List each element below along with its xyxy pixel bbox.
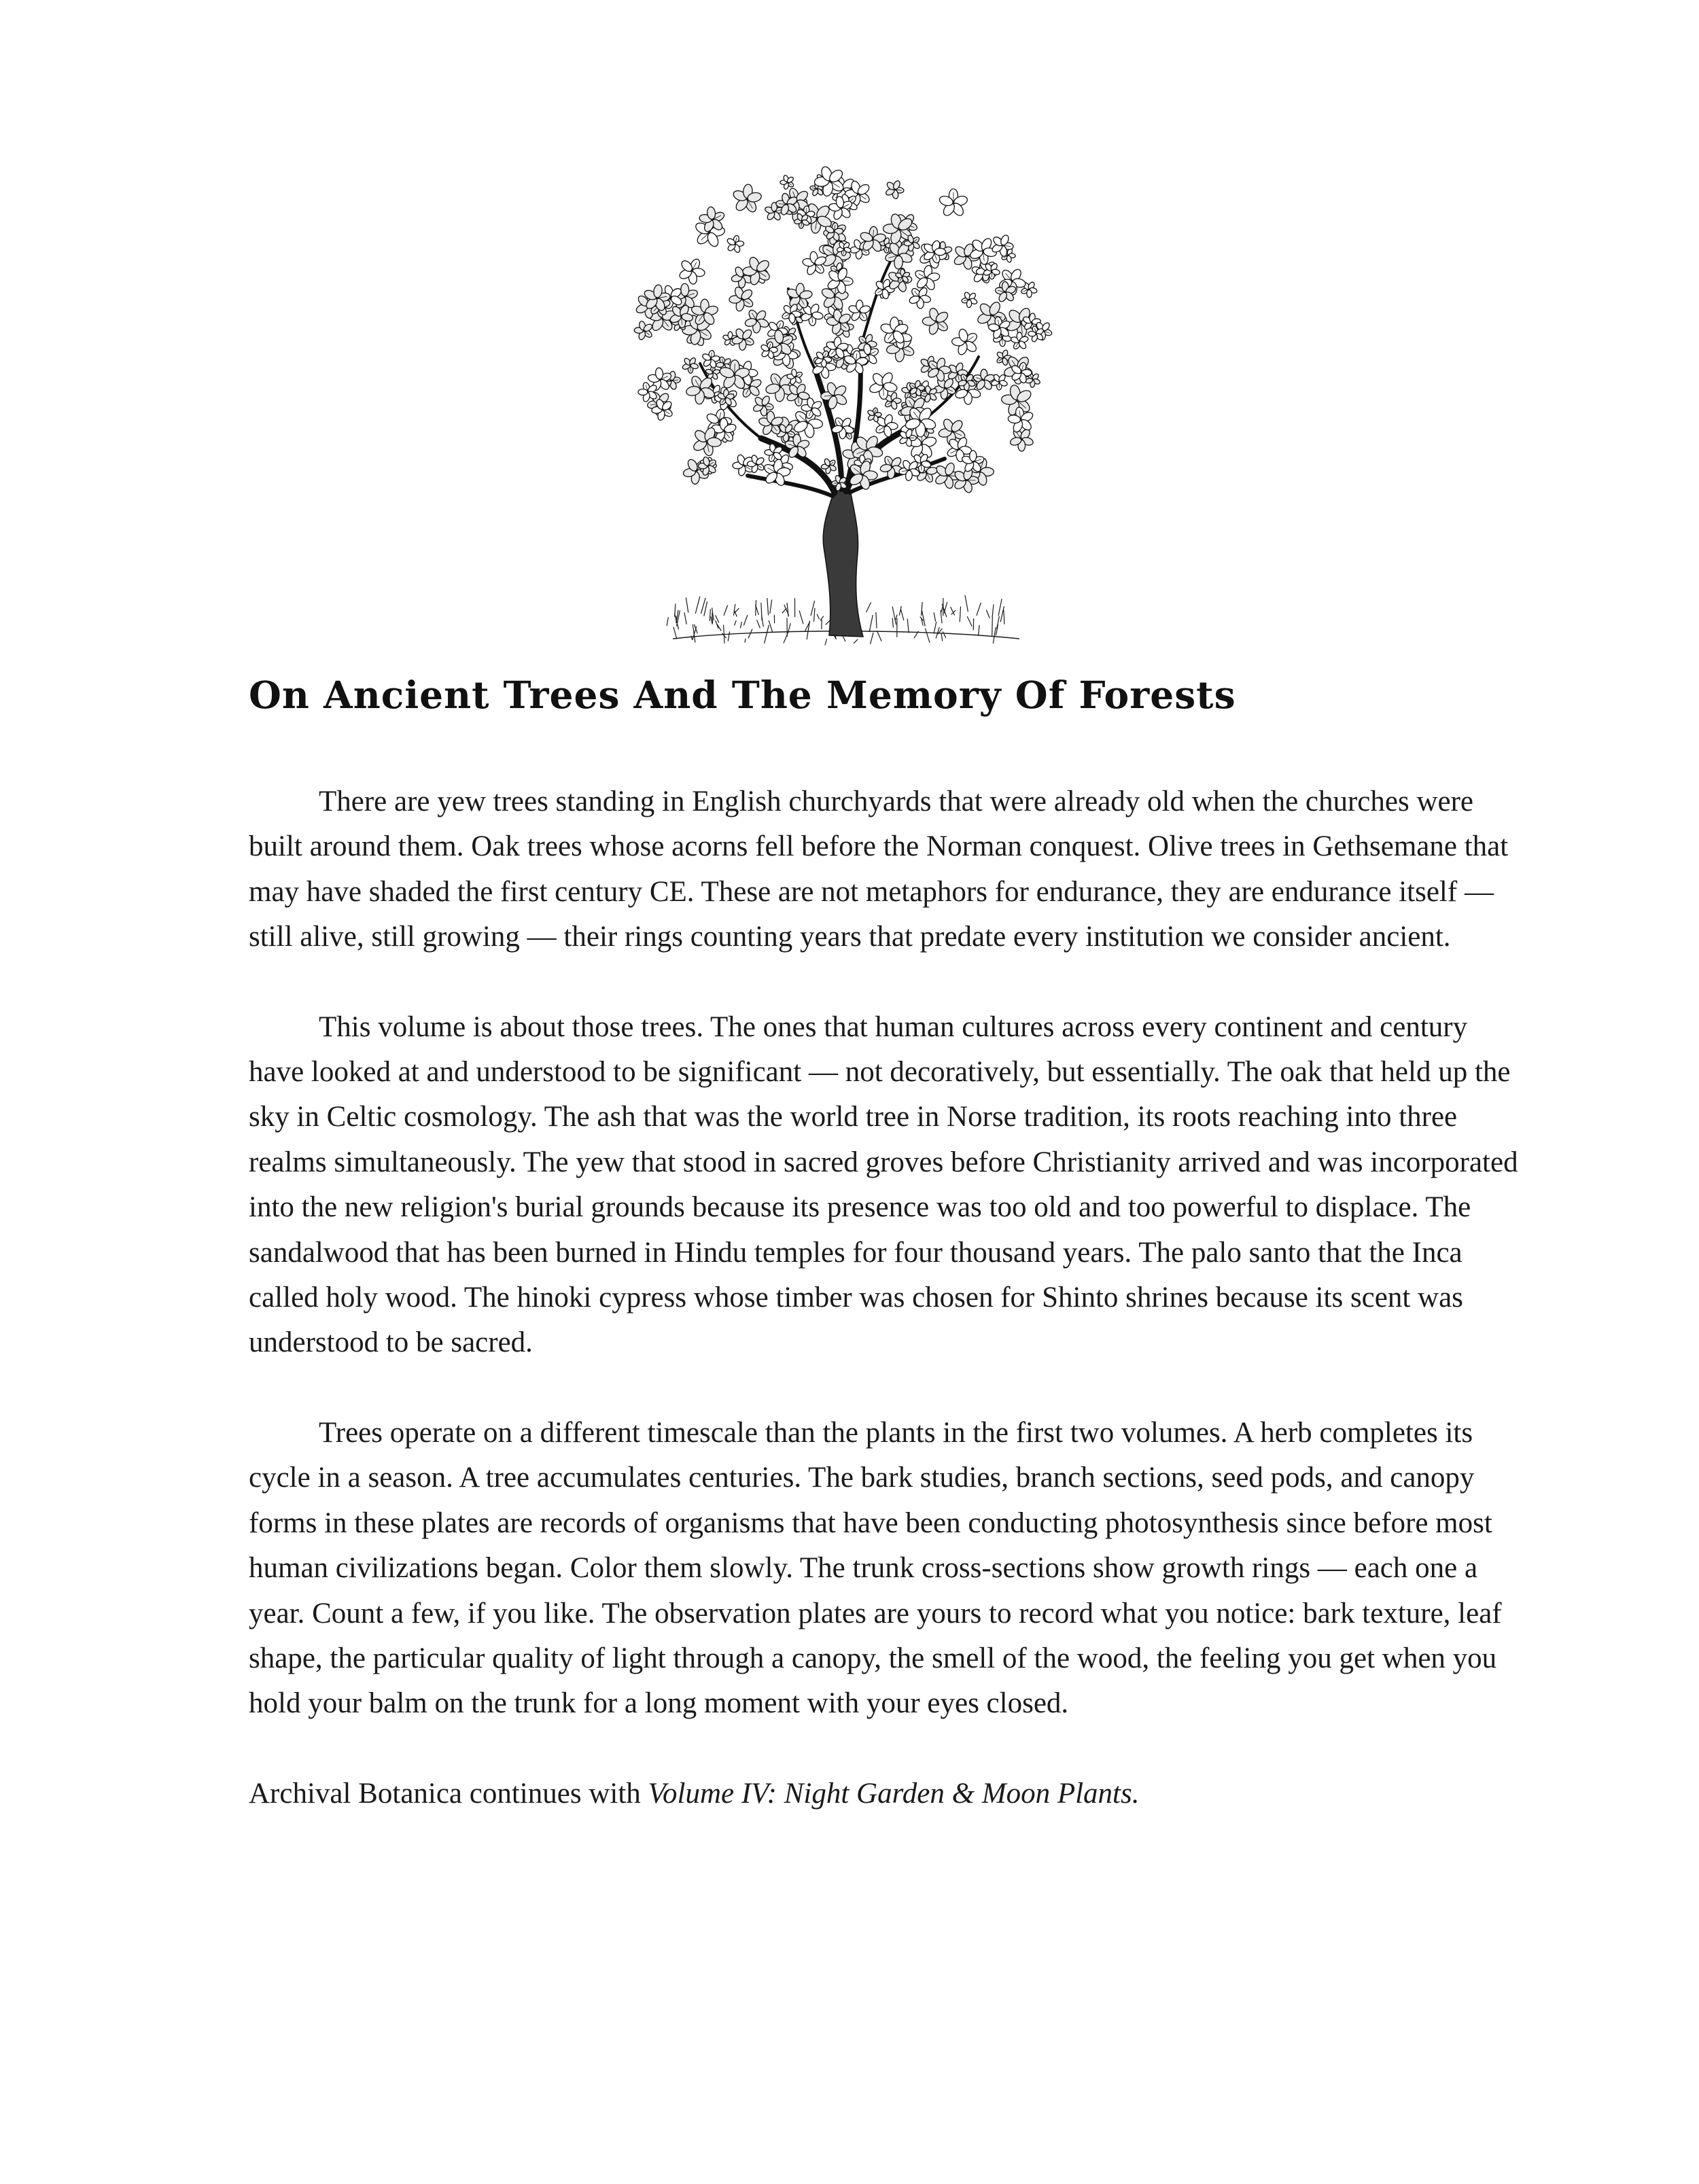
- paragraph-3: Trees operate on a different timescale than the plants in the first two volumes. A herb completes its cycle in a season. A tree accumulates centuries. The bark studies, branch sections, seed pods, and canopy forms in these plates are records of organisms that have been conducting photosynthesis since before most human civilizations began. Color them slowly. The trunk cross-sections show growth rings — each one a year. Count a few, if you like. The observation plates are yours to record what you notice: bark texture, leaf shape, the particular quality of light through a canopy, the smell of the wood, the feeling you get when you hold your balm on the trunk for a long moment with your eyes closed.: [249, 1416, 1502, 1720]
- paragraph-1: There are yew trees standing in English churchyards that were already old when the churches were built around them. Oak trees whose acorns fell before the Norman conquest. Olive trees in Gethsemane that may have shaded the first century CE. These are not metaphors for endurance, they are endurance itself — still alive, still growing — their rings counting years that predate every institution we consider ancient.: [249, 786, 1509, 953]
- page-title: On Ancient Trees And The Memory Of Forests: [249, 673, 1236, 717]
- closing-prefix: Archival Botanica continues with: [249, 1777, 648, 1810]
- paragraph-2: This volume is about those trees. The ones that human cultures across every continent and century have looked at and understood to be significant — not decoratively, but essentially. The oak that held up the sky in Celtic cosmology. The ash that was the world tree in Norse tradition, its roots reaching into three realms simultaneously. The yew that stood in sacred groves before Christianity arrived and was incorporated into the new religion's burial grounds because its presence was too old and too powerful to displace. The sandalwood that has been burned in Hindu temples for four thousand years. The palo santo that the Inca called holy wood. The hinoki cypress whose timber was chosen for Shinto shrines because its scent was understood to be sacred.: [249, 1010, 1518, 1359]
- closing-line: [249, 1772, 1526, 1816]
- tree-illustration: [625, 166, 1060, 656]
- next-volume-title: Volume IV: Night Garden & Moon Plants.: [648, 1777, 1140, 1810]
- body-text: [249, 779, 1526, 1816]
